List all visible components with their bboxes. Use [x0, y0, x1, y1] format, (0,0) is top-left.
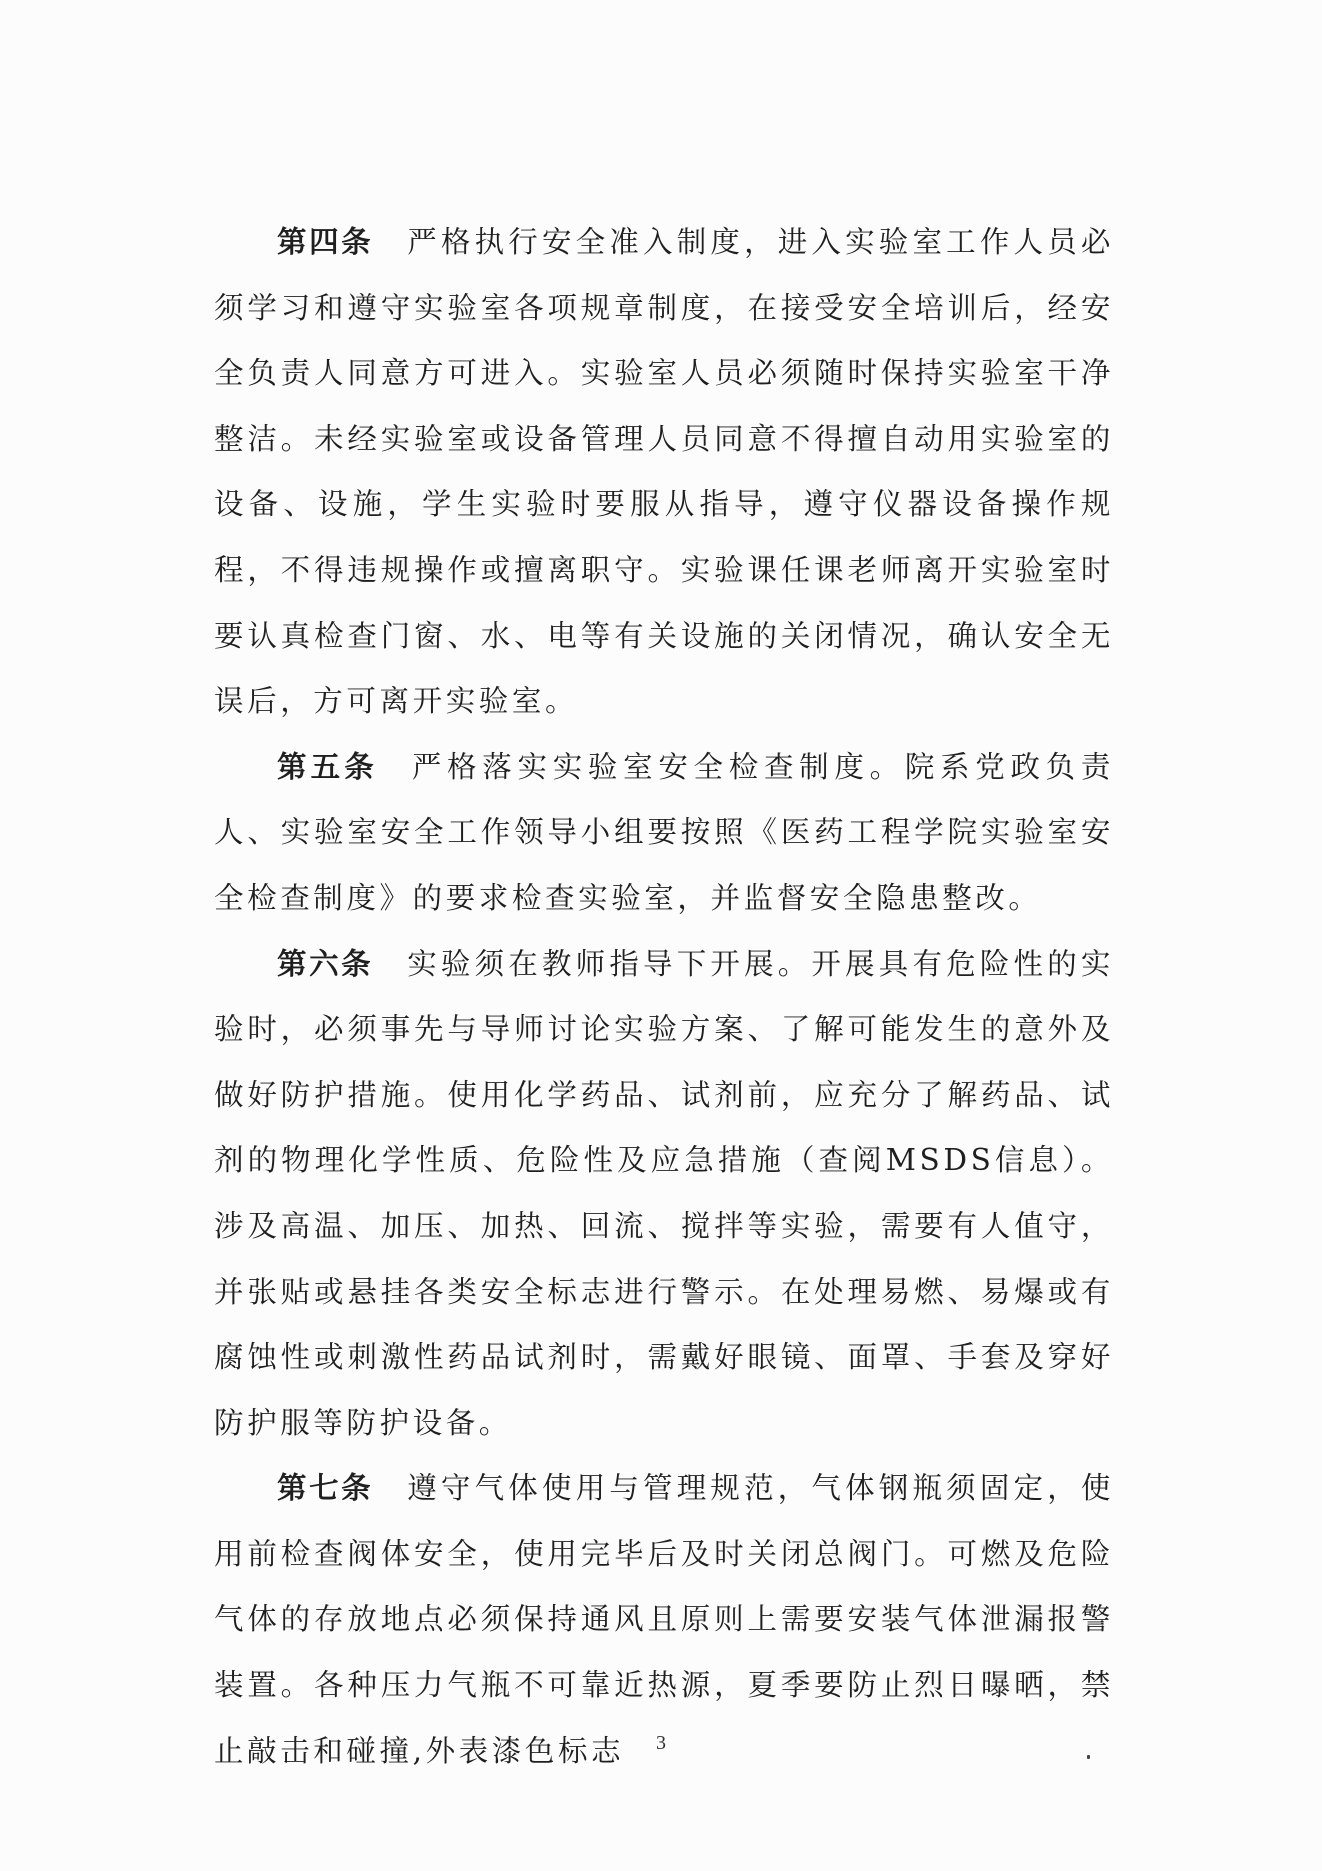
paragraph-article-5 [214, 735, 1114, 932]
document-body [214, 210, 1114, 1784]
page-number: 3 [656, 1732, 666, 1754]
article-text-6: 实验须在教师指导下开展。开展具有危险性的实验时，必须事先与导师讨论实验方案、了解可能发生的意外及做好防护措施。使用化学药品、试剂前，应充分了解药品、试剂的物理化学性质、危险性及应急措施（查阅MSDS信息）。涉及高温、加压、加热、回流、搅拌等实验，需要有人值守，并张贴或悬挂各类安全标志进行警示。在处理易燃、易爆或有腐蚀性或刺激性药品试剂时，需戴好眼镜、面罩、手套及穿好防护服等防护设备。 [214, 946, 1114, 1440]
article-heading-4: 第四条 [277, 225, 374, 259]
article-heading-6: 第六条 [277, 946, 374, 981]
paragraph-article-6 [214, 932, 1114, 1457]
scan-speck [1087, 1755, 1090, 1759]
article-text-7: 遵守气体使用与管理规范，气体钢瓶须固定，使用前检查阀体安全，使用完毕后及时关闭总阀门。可燃及危险气体的存放地点必须保持通风且原则上需要安装气体泄漏报警装置。各种压力气瓶不可靠近热源，夏季要防止烈日曝晒，禁止敲击和碰撞,外表漆色标志 [214, 1471, 1114, 1768]
paragraph-article-4 [214, 210, 1114, 735]
article-text-4: 严格执行安全准入制度，进入实验室工作人员必须学习和遵守实验室各项规章制度，在接受安全培训后，经安全负责人同意方可进入。实验室人员必须随时保持实验室干净整洁。未经实验室或设备管理人员同意不得擅自动用实验室的设备、设施，学生实验时要服从指导，遵守仪器设备操作规程，不得违规操作或擅离职守。实验课任课老师离开实验室时要认真检查门窗、水、电等有关设施的关闭情况，确认安全无误后，方可离开实验室。 [214, 225, 1114, 719]
article-text-5: 严格落实实验室安全检查制度。院系党政负责人、实验室安全工作领导小组要按照《医药工程学院实验室安全检查制度》的要求检查实验室，并监督安全隐患整改。 [214, 749, 1114, 915]
article-heading-7: 第七条 [277, 1471, 374, 1506]
article-heading-5: 第五条 [277, 749, 378, 784]
